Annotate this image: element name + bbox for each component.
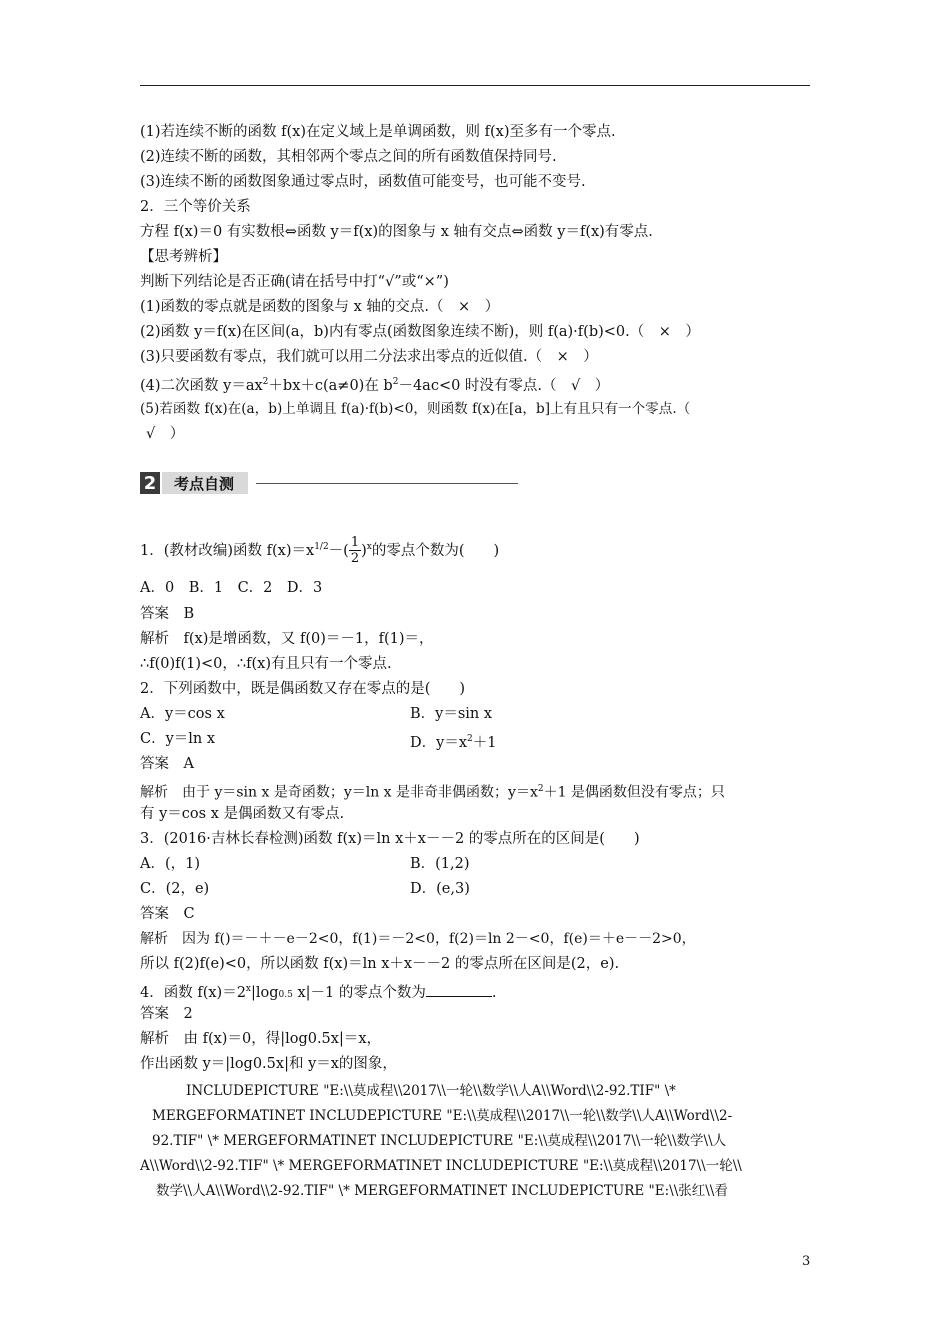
question-1: 1．(教材改编)函数 $f(x)=x^{1/2}-$( $\frac{1}{2}$ )$^x$的零点个数为( ) xyxy=(140,535,500,567)
option-d: D．(e,3) xyxy=(410,881,470,897)
question-3: 3．(2016·吉林长春检测)函数 f(x)＝ln x＋x－－2 的零点所在的区间是( ) xyxy=(140,831,640,847)
header-rule xyxy=(140,85,810,86)
text-line: (4)二次函数 $y=ax^2+bx+c(a\ne 0)$在 $b^2-4ac<0$ 时没有零点.（ √ ） xyxy=(140,377,610,394)
explanation: 解析 因为 f()＝－＋－e－2<0，f(1)＝－2<0，f(2)＝ln 2－<0，f(e)＝＋e－－2>0， xyxy=(140,931,696,947)
question-4: 4．函数 $f(x)=2^x|\log 0.5$ x|－1 的零点个数为 . xyxy=(140,984,497,1001)
explanation: 解析 f(x)是增函数，又 f(0)＝－1，f(1)＝， xyxy=(140,631,434,647)
explanation: ∴f(0)f(1)<0，∴f(x)有且只有一个零点. xyxy=(140,656,392,672)
explanation: 所以 f(2)f(e)<0，所以函数 f(x)＝ln x＋x－－2 的零点所在区间是(2，e). xyxy=(140,956,620,972)
text-line: (2)函数 y＝f(x)在区间(a，b)内有零点(函数图象连续不断)，则 f(a)·f(b)<0.（ × ） xyxy=(140,324,700,340)
text-line: A．0 B．1 C．2 D．3 xyxy=(140,580,323,596)
text-line: 2．三个等价关系 xyxy=(140,199,251,215)
text-line: (1)函数的零点就是函数的图象与 x 轴的交点.（ × ） xyxy=(140,299,500,315)
text-line: 判断下列结论是否正确(请在括号中打“√”或“×”) xyxy=(140,274,449,290)
option-c: C．(2，e) xyxy=(140,881,210,897)
section-number: 2 xyxy=(140,472,160,494)
text-line: (2)连续不断的函数，其相邻两个零点之间的所有函数值保持同号. xyxy=(140,149,557,165)
option-b: B．y＝sin x xyxy=(410,706,493,722)
text-line: (5)若函数 f(x)在(a，b)上单调且 f(a)·f(b)<0，则函数 f(x)在[a，b]上有且只有一个零点.（ xyxy=(140,401,691,417)
option-a: A．y＝cos x xyxy=(140,706,225,722)
field-code-line: 数学\\人A\\Word\\2-92.TIF" \* MERGEFORMATINET INCLUDEPICTURE "E:\\张红\\看 xyxy=(156,1183,728,1199)
text-line: (3)连续不断的函数图象通过零点时，函数值可能变号，也可能不变号. xyxy=(140,174,586,190)
option-b: B．(1,2) xyxy=(410,856,470,872)
section-title: 考点自测 xyxy=(162,472,248,494)
field-code-line: MERGEFORMATINET INCLUDEPICTURE "E:\\莫成程\\2017\\一轮\\数学\\人A\\Word\\2- xyxy=(152,1108,733,1124)
page-number: 3 xyxy=(802,1254,811,1269)
answer: 答案 2 xyxy=(140,1006,193,1022)
field-code-line: 92.TIF" \* MERGEFORMATINET INCLUDEPICTURE "E:\\莫成程\\2017\\一轮\\数学\\人 xyxy=(152,1133,727,1149)
option-c: C．y＝ln x xyxy=(140,731,216,747)
field-code-line: A\\Word\\2-92.TIF" \* MERGEFORMATINET INCLUDEPICTURE "E:\\莫成程\\2017\\一轮\\ xyxy=(140,1158,742,1174)
text-line: 方程 f(x)＝0 有实数根⇔函数 y＝f(x)的图象与 x 轴有交点⇔函数 y＝f(x)有零点. xyxy=(140,224,653,240)
answer: 答案 C xyxy=(140,906,195,922)
explanation: 作出函数 y＝|log0.5x|和 y＝x的图象， xyxy=(140,1056,397,1072)
explanation: 解析 由 f(x)＝0，得|log0.5x|＝x， xyxy=(140,1031,382,1047)
field-code-line: INCLUDEPICTURE "E:\\莫成程\\2017\\一轮\\数学\\人A\\Word\\2-92.TIF" \* xyxy=(186,1083,676,1099)
question-2: 2．下列函数中，既是偶函数又存在零点的是( ) xyxy=(140,681,466,697)
section-header xyxy=(140,471,518,495)
section-rule xyxy=(256,483,518,484)
text-line: 【思考辨析】 xyxy=(140,249,227,265)
answer: 答案 B xyxy=(140,606,195,622)
explanation: 解析 由于 y＝sin x 是奇函数；y＝ln x 是非奇非偶函数；$y=x^2+1$ 是偶函数但没有零点；只 xyxy=(140,784,725,801)
answer: 答案 A xyxy=(140,756,194,772)
answer-blank xyxy=(426,984,492,997)
text-line: (3)只要函数有零点，我们就可以用二分法求出零点的近似值.（ × ） xyxy=(140,349,598,365)
option-d: D．$y=x^2+1$ xyxy=(410,734,497,751)
option-a: A．(，1) xyxy=(140,856,201,872)
fraction: $\frac{1}{2}$ xyxy=(350,535,360,567)
text-line: √ ） xyxy=(146,426,185,442)
text-line: (1)若连续不断的函数 f(x)在定义域上是单调函数，则 f(x)至多有一个零点. xyxy=(140,124,616,140)
explanation: 有 y＝cos x 是偶函数又有零点. xyxy=(140,806,345,822)
